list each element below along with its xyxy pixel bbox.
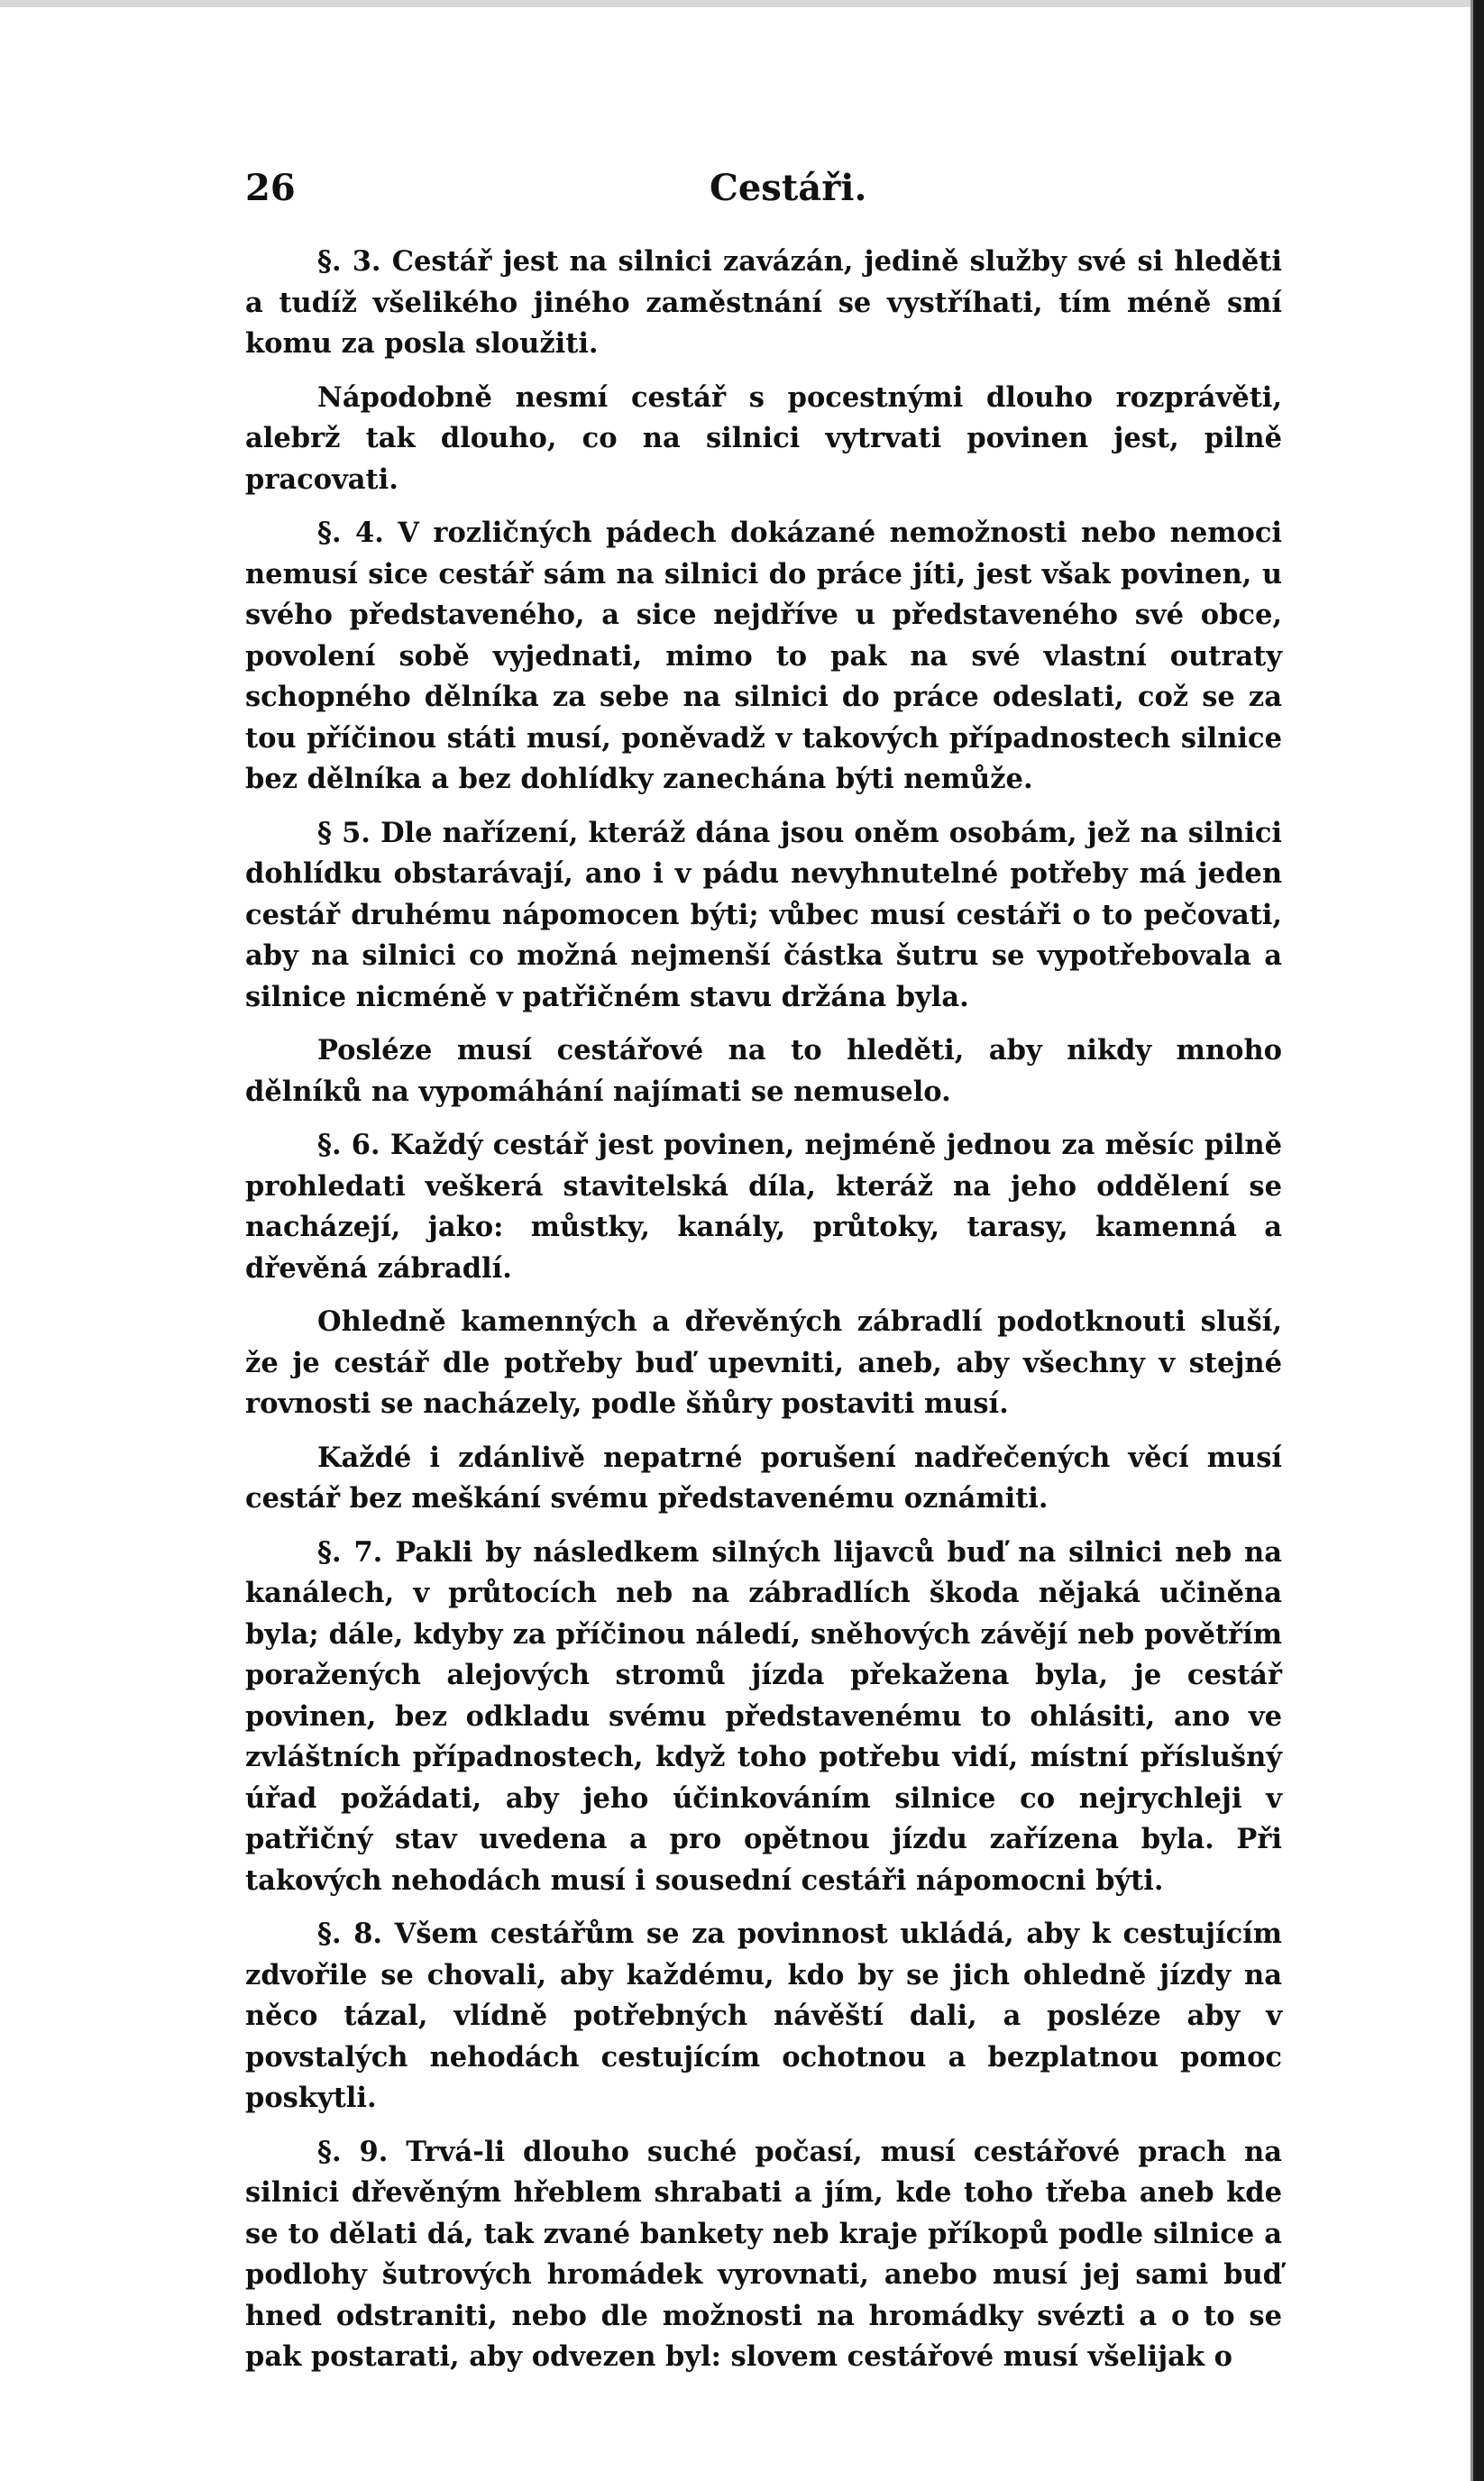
page-edge bbox=[1473, 0, 1484, 2481]
paragraph-section-8: §. 8. Všem cestářům se za povinnost ukládá, aby k cestujícím zdvořile se chovali, aby každému, kdo by se jich ohledně jízdy na něco tázal, vlídně potřebných návěští dali, a posléze aby v povstalých nehodách cestujícím ochotnou a bezplatnou pomoc poskytli. bbox=[245, 1918, 1282, 2114]
body-text bbox=[245, 242, 1282, 2391]
paragraph: Posléze musí cestářové na to hleděti, aby nikdy mnoho dělníků na vypomáhání najímati se nemuselo. bbox=[245, 1034, 1282, 1108]
paragraph-section-7: §. 7. Pakli by následkem silných lijavců buď na silnici neb na kanálech, v průtocích neb na zábradlích škoda nějaká učiněna byla; dále, kdyby za příčinou náledí, sněhových závějí neb povětřím poražených alejových stromů jízda překažena byla, je cestář povinen, bez odkladu svému představenému to ohlásiti, ano ve zvláštních případnostech, když toho potřebu vidí, místní příslušný úřad požádati, aby jeho účinkováním silnice co nejrychleji v patřičný stav uvedena a pro opětnou jízdu zařízena byla. Při takových nehodách musí i sousední cestáři nápomocni býti. bbox=[245, 1535, 1282, 1897]
paragraph-section-4: §. 4. V rozličných pádech dokázané nemožnosti nebo nemoci nemusí sice cestář sám na silnici do práce jíti, jest však povinen, u svého představeného, a sice nejdříve u představeného své obce, povolení sobě vyjednati, mimo to pak na své vlastní outraty schopného dělníka za sebe na silnici do práce odeslati, což se za tou příčinou státi musí, poněvadž v takových případnostech silnice bez dělníka a bez dohlídky zanechána býti nemůže. bbox=[245, 517, 1282, 795]
paragraph: Nápodobně nesmí cestář s pocestnými dlouho rozprávěti, alebrž tak dlouho, co na silnici vytrvati povinen jest, pilně pracovati. bbox=[245, 380, 1282, 496]
paragraph-section-3: §. 3. Cestář jest na silnici zavázán, jedině služby své si hleděti a tudíž všelikého jiného zaměstnání se vystříhati, tím méně smí komu za posla sloužiti. bbox=[245, 245, 1282, 360]
page-header bbox=[245, 167, 1282, 217]
paragraph-section-9: §. 9. Trvá-li dlouho suché počasí, musí cestářové prach na silnici dřevěným hřeblem shrabati a jím, kde toho třeba aneb kde se to dělati dá, tak zvané bankety neb kraje příkopů podle silnice a podlohy šutrových hromádek vyrovnati, anebo musí jej sami buď hned odstraniti, nebo dle možnosti na hromádky svézti a o to se pak postarati, aby odvezen byl: slovem cestářové musí všelijak o bbox=[245, 2135, 1282, 2373]
paragraph: Ohledně kamenných a dřevěných zábradlí podotknouti sluší, že je cestář dle potřeby buď upevniti, aneb, aby všechny v stejné rovnosti se nacházely, podle šňůry postaviti musí. bbox=[245, 1305, 1282, 1420]
paragraph-section-6: §. 6. Každý cestář jest povinen, nejméně jednou za měsíc pilně prohledati veškerá stavitelská díla, kteráž na jeho oddělení se nacházejí, jako: můstky, kanály, průtoky, tarasy, kamenná a dřevěná zábradlí. bbox=[245, 1129, 1282, 1285]
running-title: Cestáři. bbox=[710, 167, 867, 209]
page-number: 26 bbox=[245, 167, 296, 209]
paragraph-section-5: § 5. Dle nařízení, kteráž dána jsou oněm osobám, jež na silnici dohlídku obstarávají, ano i v pádu nevyhnutelné potřeby má jeden cestář druhému nápomocen býti; vůbec musí cestáři o to pečovati, aby na silnici co možná nejmenší částka šutru se vypotřebovala a silnice nicméně v patřičném stavu držána byla. bbox=[245, 816, 1282, 1013]
paragraph: Každé i zdánlivě nepatrné porušení nadřečených věcí musí cestář bez meškání svému představenému oznámiti. bbox=[245, 1441, 1282, 1515]
top-scan-band bbox=[0, 0, 1484, 7]
